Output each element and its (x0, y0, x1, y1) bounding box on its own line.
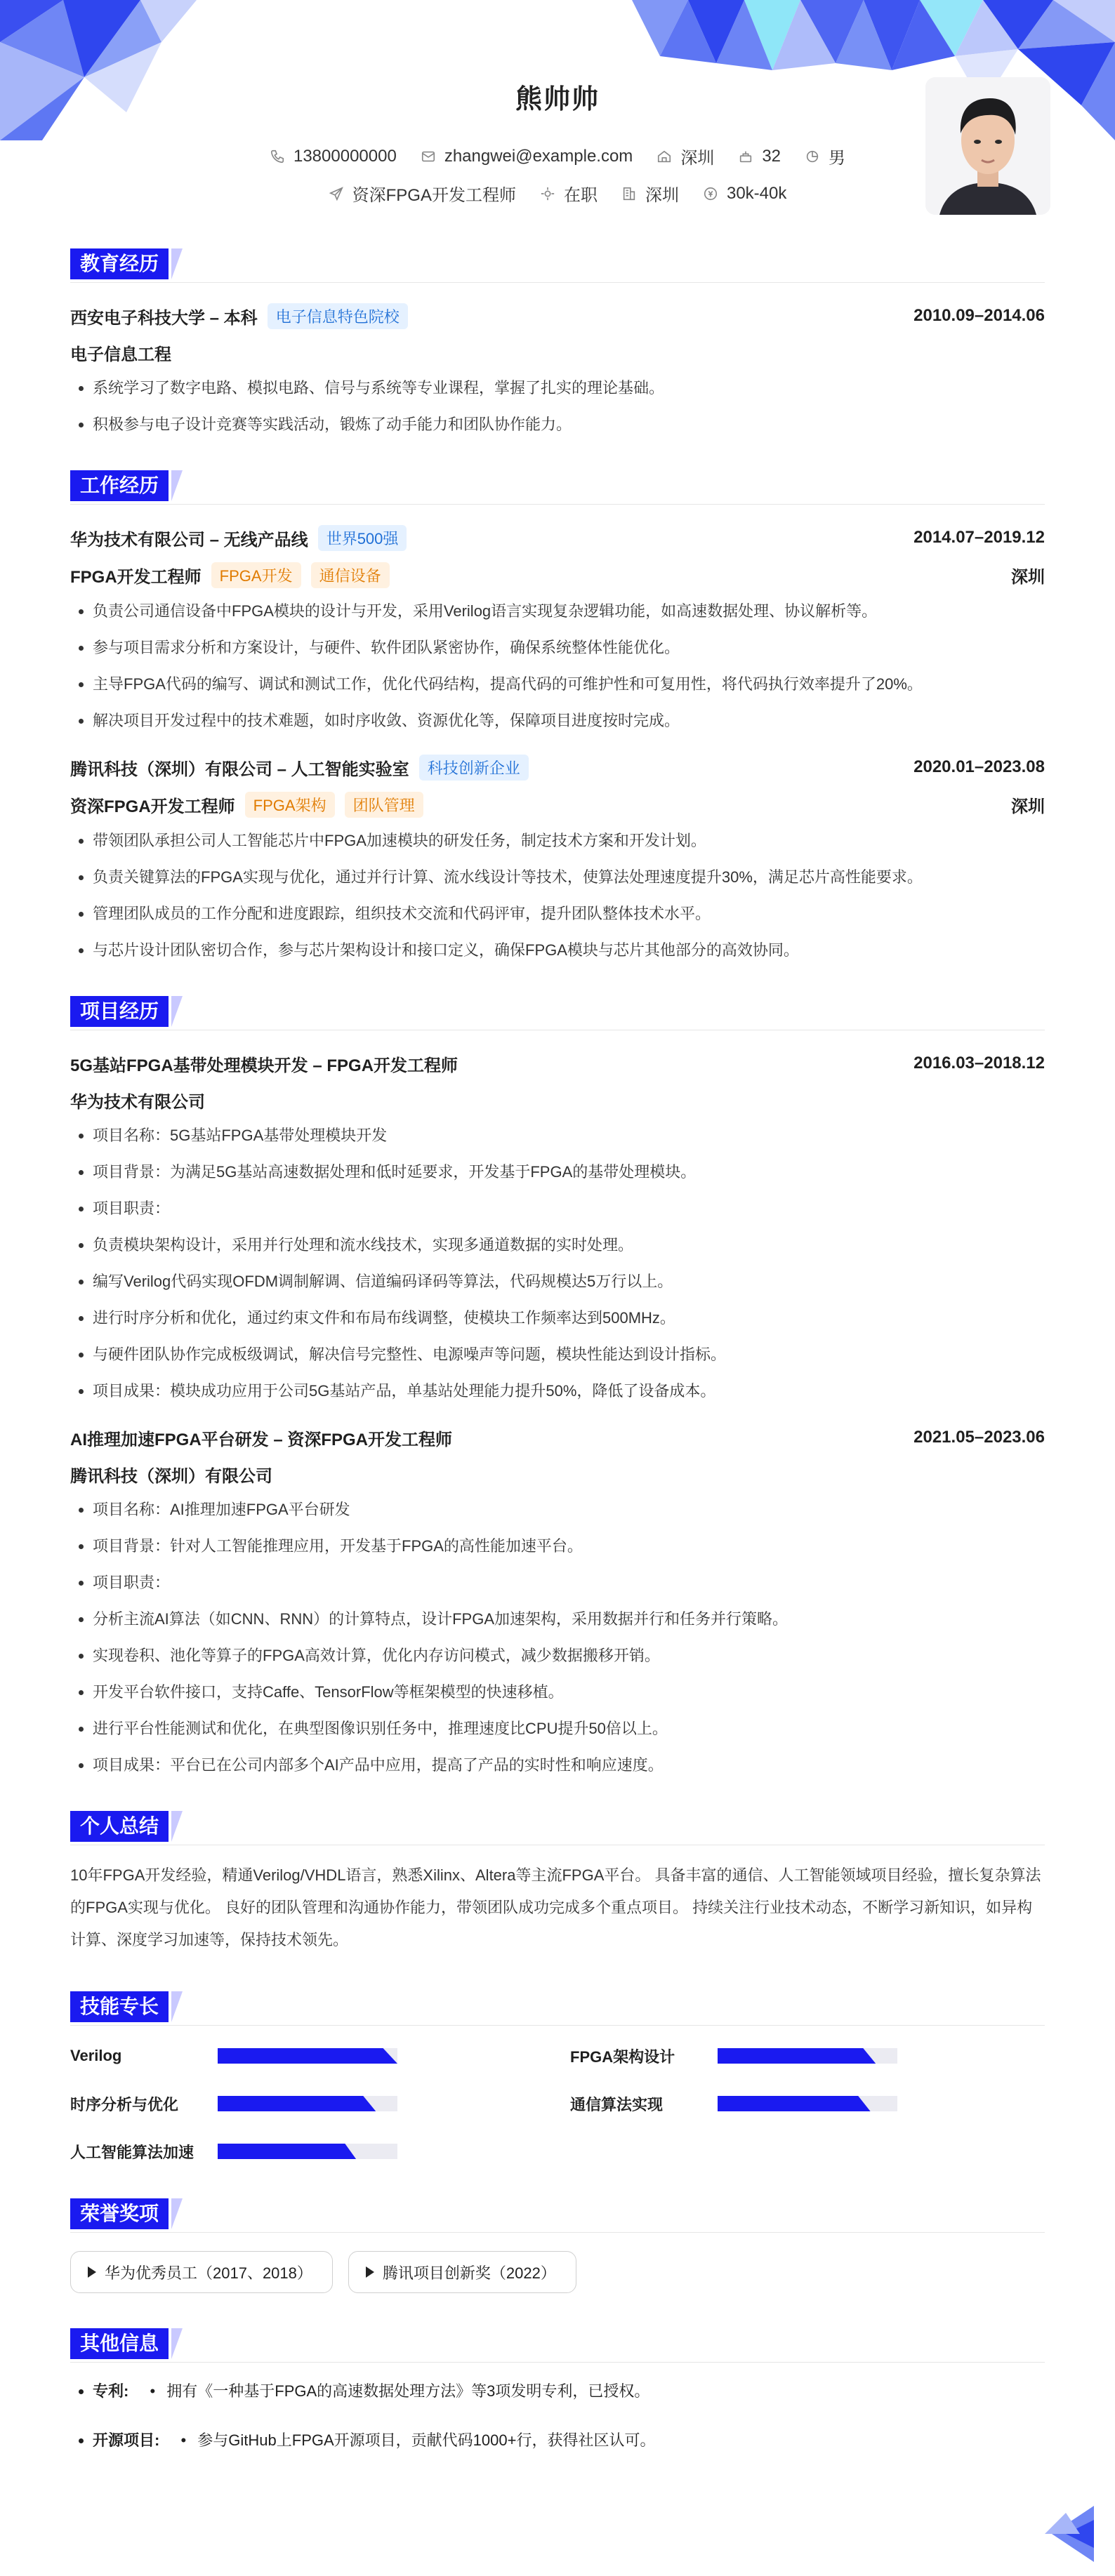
email-value: zhangwei@example.com (444, 146, 633, 166)
work-section (70, 467, 1045, 961)
avatar (925, 77, 1050, 215)
project-entry (70, 1423, 1045, 1776)
list-item: • 项目名称：AI推理加速FPGA平台研发 (93, 1499, 1045, 1520)
list-item: • 负责模块架构设计，采用并行处理和流水线技术，实现多通道数据的实时处理。 (93, 1235, 1045, 1256)
list-item: • 项目职责： (93, 1572, 1045, 1593)
list-item: • 系统学习了数字电路、模拟电路、信号与系统等专业课程，掌握了扎实的理论基础。 (93, 378, 1045, 399)
skill-item (570, 2044, 1045, 2068)
other-header (70, 2325, 1045, 2363)
section-title: 项目经历 (70, 996, 169, 1027)
education-header (70, 246, 1045, 283)
company-name: 华为技术有限公司 – 无线产品线 (70, 530, 308, 550)
summary-header (70, 1808, 1045, 1845)
other-label: 开源项目: (93, 2431, 160, 2449)
project-company: 腾讯科技（深圳）有限公司 (70, 1467, 272, 1486)
list-item (93, 2381, 1045, 2402)
summary-section (70, 1808, 1045, 1956)
email-item (421, 144, 633, 168)
major: 电子信息工程 (70, 345, 171, 364)
skill-item (570, 2092, 1045, 2116)
age-item (738, 144, 781, 168)
other-list (70, 2381, 1045, 2451)
list-item: • 开发平台软件接口，支持Caffe、TensorFlow等框架模型的快速移植。 (93, 1682, 1045, 1703)
section-title: 个人总结 (70, 1811, 169, 1842)
honor-label: 腾讯项目创新奖（2022） (382, 2264, 556, 2282)
section-title: 其他信息 (70, 2328, 169, 2359)
company-tag: 科技创新企业 (419, 755, 529, 781)
project-entry (70, 1049, 1045, 1402)
city-item (657, 144, 714, 168)
skill-level-fill (218, 2096, 376, 2111)
list-item: • 实现卷积、池化等算子的FPGA高效计算，优化内存访问模式，减少数据搬移开销。 (93, 1645, 1045, 1666)
list-item: • 项目成果：平台已在公司内部多个AI产品中应用，提高了产品的实时性和响应速度。 (93, 1755, 1045, 1776)
skill-name: 通信算法实现 (570, 2095, 664, 2113)
skill-name: 人工智能算法加速 (70, 2143, 194, 2161)
project-company: 华为技术有限公司 (70, 1093, 205, 1112)
honor-label: 华为优秀员工（2017、2018） (105, 2264, 312, 2282)
section-title-accent (171, 1811, 183, 1842)
list-item: • 带领团队承担公司人工智能芯片中FPGA加速模块的研发任务，制定技术方案和开发计划。 (93, 830, 1045, 851)
education-entry (70, 301, 1045, 435)
work-entry (70, 523, 1045, 731)
list-item: • 解决项目开发过程中的技术难题，如时序收敛、资源优化等，保障项目进度按时完成。 (93, 710, 1045, 731)
role: FPGA开发工程师 (70, 568, 202, 587)
project-title: 5G基站FPGA基带处理模块开发 – FPGA开发工程师 (70, 1056, 458, 1075)
list-item: • 项目背景：针对人工智能推理应用，开发基于FPGA的高性能加速平台。 (93, 1536, 1045, 1557)
work-header (70, 467, 1045, 505)
section-title: 工作经历 (70, 470, 169, 501)
target-city-item (621, 181, 679, 206)
period: 2016.03–2018.12 (913, 1054, 1045, 1073)
skill-level-fill (218, 2144, 356, 2159)
school-name: 西安电子科技大学 – 本科 (70, 308, 258, 328)
section-title-accent (171, 248, 183, 279)
list-item: • 管理团队成员的工作分配和进度跟踪，组织技术交流和代码评审，提升团队整体技术水平。 (93, 903, 1045, 924)
company-name: 腾讯科技（深圳）有限公司 – 人工智能实验室 (70, 759, 409, 779)
salary-value: 30k-40k (726, 183, 787, 203)
honors-list (70, 2251, 1045, 2293)
list-item: • 进行平台性能测试和优化，在典型图像识别任务中，推理速度比CPU提升50倍以上。 (93, 1718, 1045, 1739)
skills-grid (70, 2044, 1045, 2163)
resume-content (70, 246, 1045, 2483)
section-title: 荣誉奖项 (70, 2198, 169, 2229)
building-icon (621, 186, 637, 201)
skill-level-fill (218, 2048, 397, 2064)
resume-header (0, 0, 1115, 232)
gender-item (805, 144, 845, 168)
skill-name: 时序分析与优化 (70, 2095, 179, 2113)
section-title-accent (171, 2198, 183, 2229)
skill-level-fill (718, 2096, 871, 2111)
skill-bar (718, 2048, 897, 2064)
list-item: • 主导FPGA代码的编写、调试和测试工作，优化代码结构，提高代码的可维护性和可复用性，将代码执行效率提升了20%。 (93, 674, 1045, 695)
skills-section (70, 1989, 1045, 2163)
candidate-name: 熊帅帅 (515, 85, 600, 114)
skill-level-fill (718, 2048, 876, 2064)
job-title-value: 资深FPGA开发工程师 (352, 186, 516, 205)
phone-value: 13800000000 (293, 146, 397, 166)
role-tag: FPGA架构 (245, 792, 335, 818)
job-title-item (329, 181, 516, 206)
target-city-value: 深圳 (645, 186, 679, 205)
project-title: AI推理加速FPGA平台研发 – 资深FPGA开发工程师 (70, 1430, 453, 1449)
email-icon (421, 149, 436, 164)
list-item: • 负责关键算法的FPGA实现与优化，通过并行计算、流水线设计等技术，使算法处理速度提升30%，满足芯片高性能要求。 (93, 867, 1045, 888)
section-title: 教育经历 (70, 248, 169, 279)
skill-item (70, 2044, 545, 2068)
list-item: • 项目成果：模块成功应用于公司5G基站产品，单基站处理能力提升50%，降低了设备成本。 (93, 1381, 1045, 1402)
projects-header (70, 993, 1045, 1030)
honor-item (70, 2251, 333, 2293)
home-icon (657, 149, 672, 164)
list-item: • 项目职责： (93, 1198, 1045, 1219)
list-item: • 与硬件团队协作完成板级调试，解决信号完整性、电源噪声等问题，模块性能达到设计指标。 (93, 1344, 1045, 1365)
play-icon (88, 2266, 96, 2278)
skill-bar (718, 2096, 897, 2111)
salary-item (703, 181, 786, 206)
section-title-accent (171, 996, 183, 1027)
skill-bar (218, 2048, 397, 2064)
role-tag: FPGA开发 (211, 562, 301, 588)
section-title-accent (171, 470, 183, 501)
list-item: • 积极参与电子设计竞赛等实践活动，锻炼了动手能力和团队协作能力。 (93, 414, 1045, 435)
list-item: • 参与项目需求分析和方案设计，与硬件、软件团队紧密协作，确保系统整体性能优化。 (93, 637, 1045, 658)
period: 2021.05–2023.06 (913, 1428, 1045, 1447)
gender-value: 男 (829, 149, 846, 168)
list-item: • 分析主流AI算法（如CNN、RNN）的计算特点，设计FPGA加速架构，采用数据并行和任务并行策略。 (93, 1609, 1045, 1630)
projects-section (70, 993, 1045, 1776)
skill-name: FPGA架构设计 (570, 2047, 675, 2066)
role-tag: 通信设备 (311, 562, 390, 588)
skill-bar (218, 2144, 397, 2159)
other-text: 拥有《一种基于FPGA的高速数据处理方法》等3项发明专利，已授权。 (166, 2382, 650, 2400)
location: 深圳 (1011, 797, 1045, 816)
skills-header (70, 1989, 1045, 2026)
list-item: • 项目名称：5G基站FPGA基带处理模块开发 (93, 1125, 1045, 1146)
status-item (540, 181, 598, 206)
school-tag: 电子信息特色院校 (268, 303, 408, 329)
education-section (70, 246, 1045, 435)
phone-icon (270, 149, 285, 164)
period: 2014.07–2019.12 (913, 528, 1045, 547)
avatar-portrait (925, 77, 1050, 215)
location: 深圳 (1011, 568, 1045, 587)
skill-bar (218, 2096, 397, 2111)
city-value: 深圳 (680, 149, 715, 168)
section-title-accent (171, 2328, 183, 2359)
list-item: • 负责公司通信设备中FPGA模块的设计与开发，采用Verilog语言实现复杂逻辑功能，如高速数据处理、协议解析等。 (93, 601, 1045, 622)
play-icon (366, 2266, 374, 2278)
phone-item (270, 144, 397, 168)
footer-corner-decoration (1045, 2506, 1094, 2562)
work-entry (70, 752, 1045, 961)
send-icon (329, 186, 344, 201)
skill-item (70, 2092, 545, 2116)
gender-icon (805, 149, 820, 164)
skill-name: Verilog (70, 2047, 122, 2064)
summary-text: 10年FPGA开发经验，精通Verilog/VHDL语言，熟悉Xilinx、Altera等主流FPGA平台。 具备丰富的通信、人工智能领域项目经验，擅长复杂算法的FPGA实现与优化。 良好的团队管理和沟通协作能力，带领团队成功完成多个重点项目。 持续关注行业技术动态，不断学习新知识，如异构计算、深度学习加速等，保持技术领先。 (70, 1866, 1041, 1948)
section-title: 技能专长 (70, 1991, 169, 2022)
section-title-accent (171, 1991, 183, 2022)
other-section (70, 2325, 1045, 2451)
other-label: 专利: (93, 2382, 129, 2400)
list-item: • 与芯片设计团队密切合作，参与芯片架构设计和接口定义，确保FPGA模块与芯片其他部分的高效协同。 (93, 940, 1045, 961)
list-item: • 编写Verilog代码实现OFDM调制解调、信道编码译码等算法，代码规模达5万行以上。 (93, 1271, 1045, 1292)
bullet-dot: • (180, 2431, 187, 2449)
period: 2020.01–2023.08 (913, 757, 1045, 776)
other-text: 参与GitHub上FPGA开源项目，贡献代码1000+行，获得社区认可。 (197, 2431, 656, 2449)
age-value: 32 (762, 146, 781, 166)
honor-item (348, 2251, 576, 2293)
honors-header (70, 2196, 1045, 2233)
role-tag: 团队管理 (345, 792, 423, 818)
list-item: • 项目背景：为满足5G基站高速数据处理和低时延要求，开发基于FPGA的基带处理模块。 (93, 1162, 1045, 1183)
period: 2010.09–2014.06 (913, 306, 1045, 325)
status-icon (540, 186, 555, 201)
company-tag: 世界500强 (318, 525, 407, 551)
skill-item (70, 2139, 545, 2163)
honors-section (70, 2196, 1045, 2293)
bullet-dot: • (150, 2382, 156, 2400)
cake-icon (738, 149, 753, 164)
list-item (93, 2430, 1045, 2451)
role: 资深FPGA开发工程师 (70, 797, 235, 816)
list-item: • 进行时序分析和优化，通过约束文件和布局布线调整，使模块工作频率达到500MHz。 (93, 1308, 1045, 1329)
status-value: 在职 (563, 186, 598, 205)
money-icon (703, 186, 718, 201)
